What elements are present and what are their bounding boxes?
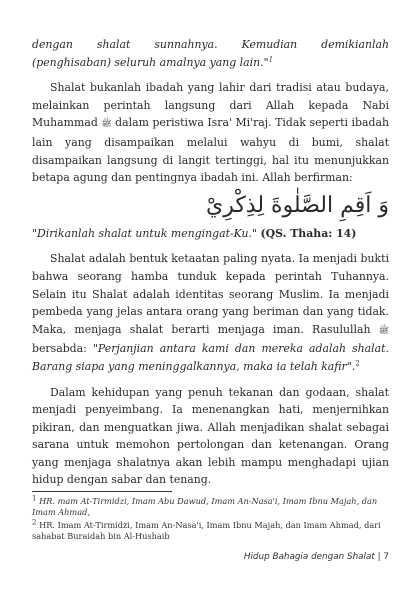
paragraph-balance: Dalam kehidupan yang penuh tekanan dan godaan, shalat menjadi penyeimbang. Ia menenangkan hati, menjernihkan pikiran, dan menguatkan jiwa. Allah menjadikan shalat sebagai sarana untuk memohon pertolongan dan ketenangan. Orang yang menjaga shalatnya akan lebih mampu menghadapi ujian hidup dengan sabar dan tenang. <box>32 385 389 487</box>
page-footer <box>244 552 389 562</box>
saw-symbol: ﷺ <box>101 119 112 130</box>
continuation-text: dengan shalat sunnahnya. Kemudian demikianlah (penghisaban) seluruh amalnya yang lain." <box>32 38 389 69</box>
saw-symbol: ﷺ <box>378 325 389 336</box>
paragraph-origin <box>32 79 389 187</box>
paragraph-obedience <box>32 250 389 375</box>
obedience-text-b: bersabda: <box>32 342 93 356</box>
arabic-verse: وَ اَقِمِ الصَّلٰوةَ لِذِكْرِيْ <box>205 192 389 218</box>
footnote-ref-1: 1 <box>268 54 274 63</box>
footer-separator: | <box>374 552 384 562</box>
origin-text-a: Shalat bukanlah ibadah yang lahir dari tradisi atau budaya, melainkan perintah langsung dari Allah kepada Nabi Muhammad <box>32 81 389 130</box>
origin-text-b: dalam peristiwa Isra' Mi'raj. Tidak seperti ibadah lain yang disampaikan melalui wahyu di bumi, shalat disampaikan langsung di langit tertinggi, hal itu menunjukkan betapa agung dan pentingnya ibadah ini. Allah berfirman: <box>32 116 389 185</box>
obedience-text-a: Shalat adalah bentuk ketaatan paling nyata. Ia menjadi bukti bahwa seorang hamba tunduk kepada perintah Tuhannya. Selain itu Shalat adalah identitas seorang Muslim. Ia menjadi pembeda yang jelas antara orang yang beriman dan yang tidak. Maka, menjaga shalat berarti menjaga iman. Rasulullah <box>32 252 389 336</box>
footnote-2-text: HR. Imam At-Tirmidzi, Imam An-Nasa'i, Imam Ibnu Majah, dan Imam Ahmad, dari sahabat Buraidah bin Al-Hushaib <box>32 520 381 542</box>
book-title: Hidup Bahagia dengan Shalat <box>243 552 375 562</box>
footnote-ref-2: 2 <box>355 359 360 368</box>
page-number: 7 <box>383 552 389 562</box>
footnote-divider <box>32 491 172 492</box>
verse-translation-text: "Dirikanlah shalat untuk mengingat-Ku." <box>32 226 258 240</box>
footnote-1 <box>32 496 389 519</box>
footnote-1-text: HR. mam At-Tirmidzi, Imam Abu Dawud, Imam An-Nasa'i, Imam Ibnu Majah, dan Imam Ahmad, <box>32 496 378 518</box>
footnote-2-number: 2 <box>32 518 37 527</box>
verse-reference: (QS. Thaha: 14) <box>260 226 357 240</box>
hadith-quote: "Perjanjian antara kami dan mereka adalah shalat. Barang siapa yang meninggalkannya, maka ia telah kafir". <box>32 342 389 373</box>
page-body <box>32 36 389 489</box>
verse-translation <box>32 225 389 243</box>
footnote-1-number: 1 <box>32 494 37 503</box>
footnote-2 <box>32 520 389 543</box>
paragraph-continuation <box>32 36 389 71</box>
